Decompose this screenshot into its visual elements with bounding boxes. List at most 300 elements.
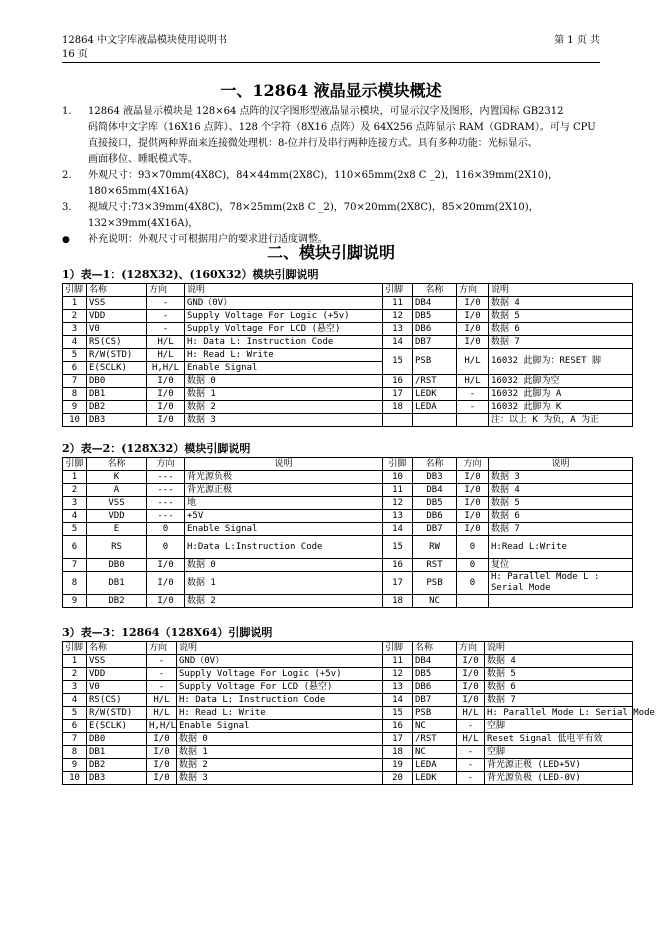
table-cell: 1 — [63, 297, 87, 310]
table-cell: /RST — [413, 733, 457, 746]
list-text: 码简体中文字库（16X16 点阵）、128 个字符（8X16 点阵）及 64X256 点阵显示 RAM（GDRAM）。可与 CPU — [88, 122, 596, 133]
table-cell: 9 — [63, 401, 87, 414]
table-cell: GND（0V） — [177, 655, 383, 668]
table-header-row — [63, 284, 633, 297]
table-cell: 15 — [383, 707, 413, 720]
column-header: 说明 — [185, 458, 383, 471]
table-cell: --- — [147, 510, 185, 523]
table-cell: K — [87, 471, 147, 484]
table-cell: 13 — [383, 510, 413, 523]
table-cell: DB6 — [413, 323, 457, 336]
table-cell: PSB — [413, 572, 457, 595]
table-cell — [413, 414, 457, 427]
table-cell: H,H/L — [147, 720, 177, 733]
table-cell: DB3 — [87, 772, 147, 785]
table-cell: H: Read L: Write — [177, 707, 383, 720]
table-cell: I/0 — [147, 746, 177, 759]
list-text: 画面移位、睡眠模式等。 — [88, 154, 198, 165]
table-cell: 16 — [383, 375, 413, 388]
table-cell: R/W(STD) — [87, 349, 147, 362]
table-cell: 6 — [63, 536, 87, 559]
table-cell: H:Data L:Instruction Code — [185, 536, 383, 559]
table-cell: H,H/L — [147, 362, 185, 375]
table-cell: DB0 — [87, 375, 147, 388]
table-cell: 2 — [63, 668, 87, 681]
table-row — [63, 375, 633, 388]
table-cell: 5 — [63, 349, 87, 362]
table-cell: Supply Voltage For LCD (悬空) — [185, 323, 383, 336]
table-cell: 数据 2 — [177, 759, 383, 772]
table-cell: 数据 0 — [177, 733, 383, 746]
table-cell: PSB — [413, 707, 457, 720]
table-cell: 空脚 — [485, 746, 633, 759]
column-header: 引脚 — [383, 642, 413, 655]
list-item — [62, 104, 602, 168]
list-text: 补充说明：外观尺寸可根据用户的要求进行适度调整。 — [88, 234, 328, 245]
table-cell — [489, 595, 633, 608]
table-cell: H/L — [457, 375, 489, 388]
table-cell: 16 — [383, 559, 413, 572]
table-cell: RS(CS) — [87, 694, 147, 707]
table-cell: 12 — [383, 310, 413, 323]
table-cell: 2 — [63, 484, 87, 497]
table-cell: 数据 3 — [489, 471, 633, 484]
table-cell: RST — [413, 559, 457, 572]
table3-caption: 3）表—3：12864（128X64）引脚说明 — [62, 626, 273, 639]
table-cell: E(SCLK) — [87, 362, 147, 375]
table-cell: DB1 — [87, 388, 147, 401]
column-header: 引脚 — [63, 642, 87, 655]
table-cell: 7 — [63, 375, 87, 388]
table-cell: 3 — [63, 323, 87, 336]
column-header: 引脚 — [63, 284, 87, 297]
column-header: 引脚 — [383, 458, 413, 471]
table-cell: 20 — [383, 772, 413, 785]
table-cell: LEDK — [413, 388, 457, 401]
table-cell: I/0 — [147, 772, 177, 785]
table-cell: VSS — [87, 655, 147, 668]
table-cell: H: Read L: Write — [185, 349, 383, 362]
column-header: 名称 — [87, 642, 147, 655]
table-cell: 数据 4 — [485, 655, 633, 668]
table-cell: 18 — [383, 595, 413, 608]
table-cell: E — [87, 523, 147, 536]
section1-list — [62, 104, 602, 248]
table-cell: Supply Voltage For Logic (+5v) — [177, 668, 383, 681]
table-cell: V0 — [87, 323, 147, 336]
section2-title: 二、模块引脚说明 — [266, 243, 395, 262]
table-cell: 9 — [63, 759, 87, 772]
table-cell: 6 — [63, 362, 87, 375]
table-cell: 16032 此脚为 A — [489, 388, 633, 401]
table-cell: RS(CS) — [87, 336, 147, 349]
column-header: 方向 — [457, 458, 489, 471]
table-cell: 14 — [383, 336, 413, 349]
column-header: 说明 — [489, 284, 633, 297]
table-cell: NC — [413, 746, 457, 759]
table-cell: --- — [147, 471, 185, 484]
table-cell: H: Parallel Mode L: Serial Mode — [485, 707, 633, 720]
table-cell: H/L — [457, 349, 489, 375]
table-cell: DB0 — [87, 559, 147, 572]
table-cell: H: Parallel Mode L : Serial Mode — [489, 572, 633, 595]
table-cell: 数据 3 — [185, 414, 383, 427]
table-cell: I/0 — [457, 668, 485, 681]
table-row — [63, 401, 633, 414]
table-cell: 16 — [383, 720, 413, 733]
table-cell: 背光源负极 — [185, 471, 383, 484]
page-number: 第 1 页 共 — [554, 35, 600, 46]
table-row — [63, 336, 633, 349]
table-cell: 9 — [63, 595, 87, 608]
table-cell: 16032 此脚为 K — [489, 401, 633, 414]
table-cell: 数据 7 — [489, 523, 633, 536]
table-cell: 注：以上 K 为负，A 为正 — [489, 414, 633, 427]
table-cell: H/L — [147, 349, 185, 362]
table3 — [62, 641, 655, 785]
table-cell: 数据 7 — [489, 336, 633, 349]
table-cell: 3 — [63, 681, 87, 694]
table-cell: H: Data L: Instruction Code — [185, 336, 383, 349]
page-count: 16 页 — [62, 49, 88, 60]
table-cell: H:Read L:Write — [489, 536, 633, 559]
table-cell: 4 — [63, 336, 87, 349]
table-cell: VSS — [87, 297, 147, 310]
table-cell — [457, 414, 489, 427]
table-row — [63, 310, 633, 323]
table-cell: DB2 — [87, 401, 147, 414]
table-cell: GND（0V） — [185, 297, 383, 310]
list-item — [62, 200, 602, 232]
table-cell: I/0 — [147, 559, 185, 572]
table-cell: A — [87, 484, 147, 497]
table-cell: I/0 — [457, 323, 489, 336]
table-row — [63, 497, 633, 510]
table-row — [63, 559, 633, 572]
table-cell: RS — [87, 536, 147, 559]
column-header: 说明 — [185, 284, 383, 297]
table-cell: 11 — [383, 297, 413, 310]
table-row — [63, 523, 633, 536]
table-cell: 复位 — [489, 559, 633, 572]
column-header: 名称 — [413, 642, 457, 655]
doc-title: 12864 中文字库液晶模块使用说明书 — [62, 35, 227, 46]
table-cell: 5 — [63, 523, 87, 536]
table-cell: DB2 — [87, 759, 147, 772]
table-cell: DB1 — [87, 572, 147, 595]
table-cell: I/0 — [457, 681, 485, 694]
table-cell: 地 — [185, 497, 383, 510]
table-cell: DB6 — [413, 510, 457, 523]
table-row — [63, 471, 633, 484]
table-cell: DB6 — [413, 681, 457, 694]
table-cell: 12 — [383, 497, 413, 510]
table-cell: 数据 2 — [185, 401, 383, 414]
table-cell: VSS — [87, 497, 147, 510]
column-header: 引脚 — [63, 458, 87, 471]
table-cell: 1 — [63, 471, 87, 484]
table-cell: I/0 — [147, 414, 185, 427]
bullet-icon: ● — [62, 235, 70, 245]
table-cell: 16032 此脚为：RESET 脚 — [489, 349, 633, 375]
table-cell: I/0 — [147, 759, 177, 772]
column-header: 名称 — [87, 458, 147, 471]
table-cell: 数据 2 — [185, 595, 383, 608]
column-header: 名称 — [87, 284, 147, 297]
table-row — [63, 772, 633, 785]
list-text: 12864 液晶显示模块是 128×64 点阵的汉字图形型液晶显示模块，可显示汉字及图形，内置国标 GB2312 — [88, 106, 564, 117]
table-row — [63, 388, 633, 401]
table-cell: I/0 — [457, 510, 489, 523]
table-cell: 5 — [63, 707, 87, 720]
table-cell: VDD — [87, 668, 147, 681]
table-header-row — [63, 458, 633, 471]
list-text: 直接接口，提供两种界面来连接微处理机：8-位并行及串行两种连接方式。具有多种功能：光标显示、 — [88, 138, 538, 149]
table-cell: 数据 0 — [185, 559, 383, 572]
table-cell: - — [147, 668, 177, 681]
table-cell: 4 — [63, 510, 87, 523]
table-cell: H/L — [457, 707, 485, 720]
table-cell: 数据 6 — [489, 510, 633, 523]
table-row — [63, 733, 633, 746]
table-cell: I/0 — [457, 523, 489, 536]
table-cell: LEDA — [413, 401, 457, 414]
header-left — [62, 34, 227, 62]
table-cell: 14 — [383, 694, 413, 707]
table-cell: DB0 — [87, 733, 147, 746]
table-cell: DB5 — [413, 497, 457, 510]
list-marker: 2. — [62, 170, 72, 181]
table-cell: - — [457, 772, 485, 785]
table-cell: DB7 — [413, 523, 457, 536]
table-row — [63, 484, 633, 497]
table-cell: - — [457, 401, 489, 414]
table-cell: DB4 — [413, 484, 457, 497]
table-cell: I/0 — [457, 336, 489, 349]
table-cell: 17 — [383, 572, 413, 595]
table-cell: 0 — [457, 559, 489, 572]
table-cell: 3 — [63, 497, 87, 510]
table-cell: Reset Signal 低电平有效 — [485, 733, 633, 746]
table-row — [63, 707, 633, 720]
table-cell: 背光源正极 (LED+5V) — [485, 759, 633, 772]
table-cell: 12 — [383, 668, 413, 681]
table-cell: DB4 — [413, 297, 457, 310]
table-cell: --- — [147, 484, 185, 497]
list-marker: 3. — [62, 202, 72, 213]
table-cell: 数据 5 — [489, 497, 633, 510]
table-cell: I/0 — [147, 733, 177, 746]
table-cell: 6 — [63, 720, 87, 733]
table-cell: 11 — [383, 484, 413, 497]
table-cell: /RST — [413, 375, 457, 388]
table-cell: DB1 — [87, 746, 147, 759]
table-cell: 数据 1 — [185, 388, 383, 401]
table-cell: I/0 — [147, 375, 185, 388]
table-cell: LEDA — [413, 759, 457, 772]
column-header: 方向 — [147, 458, 185, 471]
table-cell: NC — [413, 720, 457, 733]
table-row — [63, 349, 633, 362]
table-cell: - — [147, 681, 177, 694]
table-cell: H: Data L: Instruction Code — [177, 694, 383, 707]
table-cell: 背光源正极 — [185, 484, 383, 497]
table-cell: 0 — [457, 536, 489, 559]
table-row — [63, 510, 633, 523]
table-cell: I/0 — [457, 471, 489, 484]
table-cell: - — [147, 310, 185, 323]
table-cell: 7 — [63, 733, 87, 746]
table-cell: 背光源负极 (LED-0V) — [485, 772, 633, 785]
table-cell: 空脚 — [485, 720, 633, 733]
table-cell: 18 — [383, 401, 413, 414]
table-cell: 10 — [63, 414, 87, 427]
list-item — [62, 168, 602, 200]
column-header: 引脚 — [383, 284, 413, 297]
column-header: 说明 — [489, 458, 633, 471]
table-cell: 数据 1 — [177, 746, 383, 759]
table-cell: R/W(STD) — [87, 707, 147, 720]
column-header: 方向 — [147, 284, 185, 297]
table-cell: I/0 — [457, 297, 489, 310]
table-cell: 19 — [383, 759, 413, 772]
table-cell: 13 — [383, 681, 413, 694]
table-cell: LEDK — [413, 772, 457, 785]
table2 — [62, 457, 633, 608]
column-header: 方向 — [147, 642, 177, 655]
table-cell: - — [457, 720, 485, 733]
table-cell: Enable Signal — [177, 720, 383, 733]
table-cell: 18 — [383, 746, 413, 759]
table-cell: V0 — [87, 681, 147, 694]
table-cell: I/0 — [147, 572, 185, 595]
table-cell: 数据 5 — [485, 668, 633, 681]
table-row — [63, 694, 633, 707]
table-cell: VDD — [87, 310, 147, 323]
table-cell: I/0 — [457, 497, 489, 510]
table-cell: 15 — [383, 536, 413, 559]
table-cell: - — [457, 746, 485, 759]
table-cell: 数据 7 — [485, 694, 633, 707]
table-row — [63, 323, 633, 336]
table-cell: PSB — [413, 349, 457, 375]
table-cell: 2 — [63, 310, 87, 323]
table-row — [63, 297, 633, 310]
table-cell: E(SCLK) — [87, 720, 147, 733]
table-row — [63, 595, 633, 608]
table-cell: Supply Voltage For Logic (+5v) — [185, 310, 383, 323]
table-cell — [457, 595, 489, 608]
list-text: 外观尺寸：93×70mm(4X8C)，84×44mm(2X8C)，110×65mm(2x8 C _2)，116×39mm(2X10)，180×65mm(4X16A) — [88, 170, 559, 197]
table-row — [63, 536, 633, 559]
table-row — [63, 572, 633, 595]
table-cell: 10 — [63, 772, 87, 785]
table-cell: 8 — [63, 746, 87, 759]
table-cell: I/0 — [147, 388, 185, 401]
table-cell: 数据 4 — [489, 297, 633, 310]
table-cell: Enable Signal — [185, 362, 383, 375]
table-cell: 4 — [63, 694, 87, 707]
list-marker: 1. — [62, 106, 72, 117]
table-cell: 10 — [383, 471, 413, 484]
table1 — [62, 283, 633, 427]
table-header-row — [63, 642, 633, 655]
table-cell: 15 — [383, 349, 413, 375]
column-header: 名称 — [413, 284, 457, 297]
table-cell: 数据 5 — [489, 310, 633, 323]
table-cell: --- — [147, 497, 185, 510]
table-row — [63, 759, 633, 772]
table-cell: NC — [413, 595, 457, 608]
table2-caption: 2）表—2：(128X32）模块引脚说明 — [62, 442, 251, 455]
table-cell: 7 — [63, 559, 87, 572]
table-cell: 17 — [383, 733, 413, 746]
table-cell: VDD — [87, 510, 147, 523]
table-cell: H/L — [147, 336, 185, 349]
table-cell: I/0 — [457, 655, 485, 668]
column-header: 说明 — [177, 642, 383, 655]
table-cell: DB5 — [413, 310, 457, 323]
table-cell: I/0 — [457, 484, 489, 497]
column-header: 说明 — [485, 642, 633, 655]
table-cell: DB5 — [413, 668, 457, 681]
table-row — [63, 668, 633, 681]
table-cell: 11 — [383, 655, 413, 668]
table-cell: DB3 — [413, 471, 457, 484]
table-cell: 数据 6 — [489, 323, 633, 336]
table-cell: +5V — [185, 510, 383, 523]
table-cell: DB7 — [413, 694, 457, 707]
table-cell: H/L — [457, 733, 485, 746]
column-header: 方向 — [457, 284, 489, 297]
table-cell: - — [147, 297, 185, 310]
table-cell: - — [457, 759, 485, 772]
table-cell: 1 — [63, 655, 87, 668]
column-header: 名称 — [413, 458, 457, 471]
table-cell: 数据 3 — [177, 772, 383, 785]
header-rule — [62, 62, 600, 63]
table-cell — [383, 414, 413, 427]
table-cell: 数据 4 — [489, 484, 633, 497]
table-cell: I/0 — [147, 595, 185, 608]
table-row — [63, 655, 633, 668]
column-header: 方向 — [457, 642, 485, 655]
table-cell: H/L — [147, 694, 177, 707]
table-cell: - — [147, 655, 177, 668]
table-cell: 0 — [147, 536, 185, 559]
table-cell: I/0 — [457, 694, 485, 707]
table-cell: - — [147, 323, 185, 336]
table-row — [63, 746, 633, 759]
list-text: 视域尺寸:73×39mm(4X8C)，78×25mm(2x8 C _2)，70×20mm(2X8C)，85×20mm(2X10)，132×39mm(4X16A)， — [88, 202, 539, 229]
table1-caption: 1）表—1：(128X32)、(160X32）模块引脚说明 — [62, 268, 319, 281]
table-cell: 数据 1 — [185, 572, 383, 595]
table-cell: 8 — [63, 572, 87, 595]
table-cell: DB3 — [87, 414, 147, 427]
table-cell: Enable Signal — [185, 523, 383, 536]
table-cell: 0 — [147, 523, 185, 536]
table-cell: 16032 此脚为空 — [489, 375, 633, 388]
table-cell: - — [457, 388, 489, 401]
table-cell: RW — [413, 536, 457, 559]
table-cell: 0 — [457, 572, 489, 595]
table-cell: 数据 6 — [485, 681, 633, 694]
table-cell: DB7 — [413, 336, 457, 349]
table-cell: DB4 — [413, 655, 457, 668]
table-cell: I/0 — [147, 401, 185, 414]
table-cell: 14 — [383, 523, 413, 536]
table-cell: 17 — [383, 388, 413, 401]
